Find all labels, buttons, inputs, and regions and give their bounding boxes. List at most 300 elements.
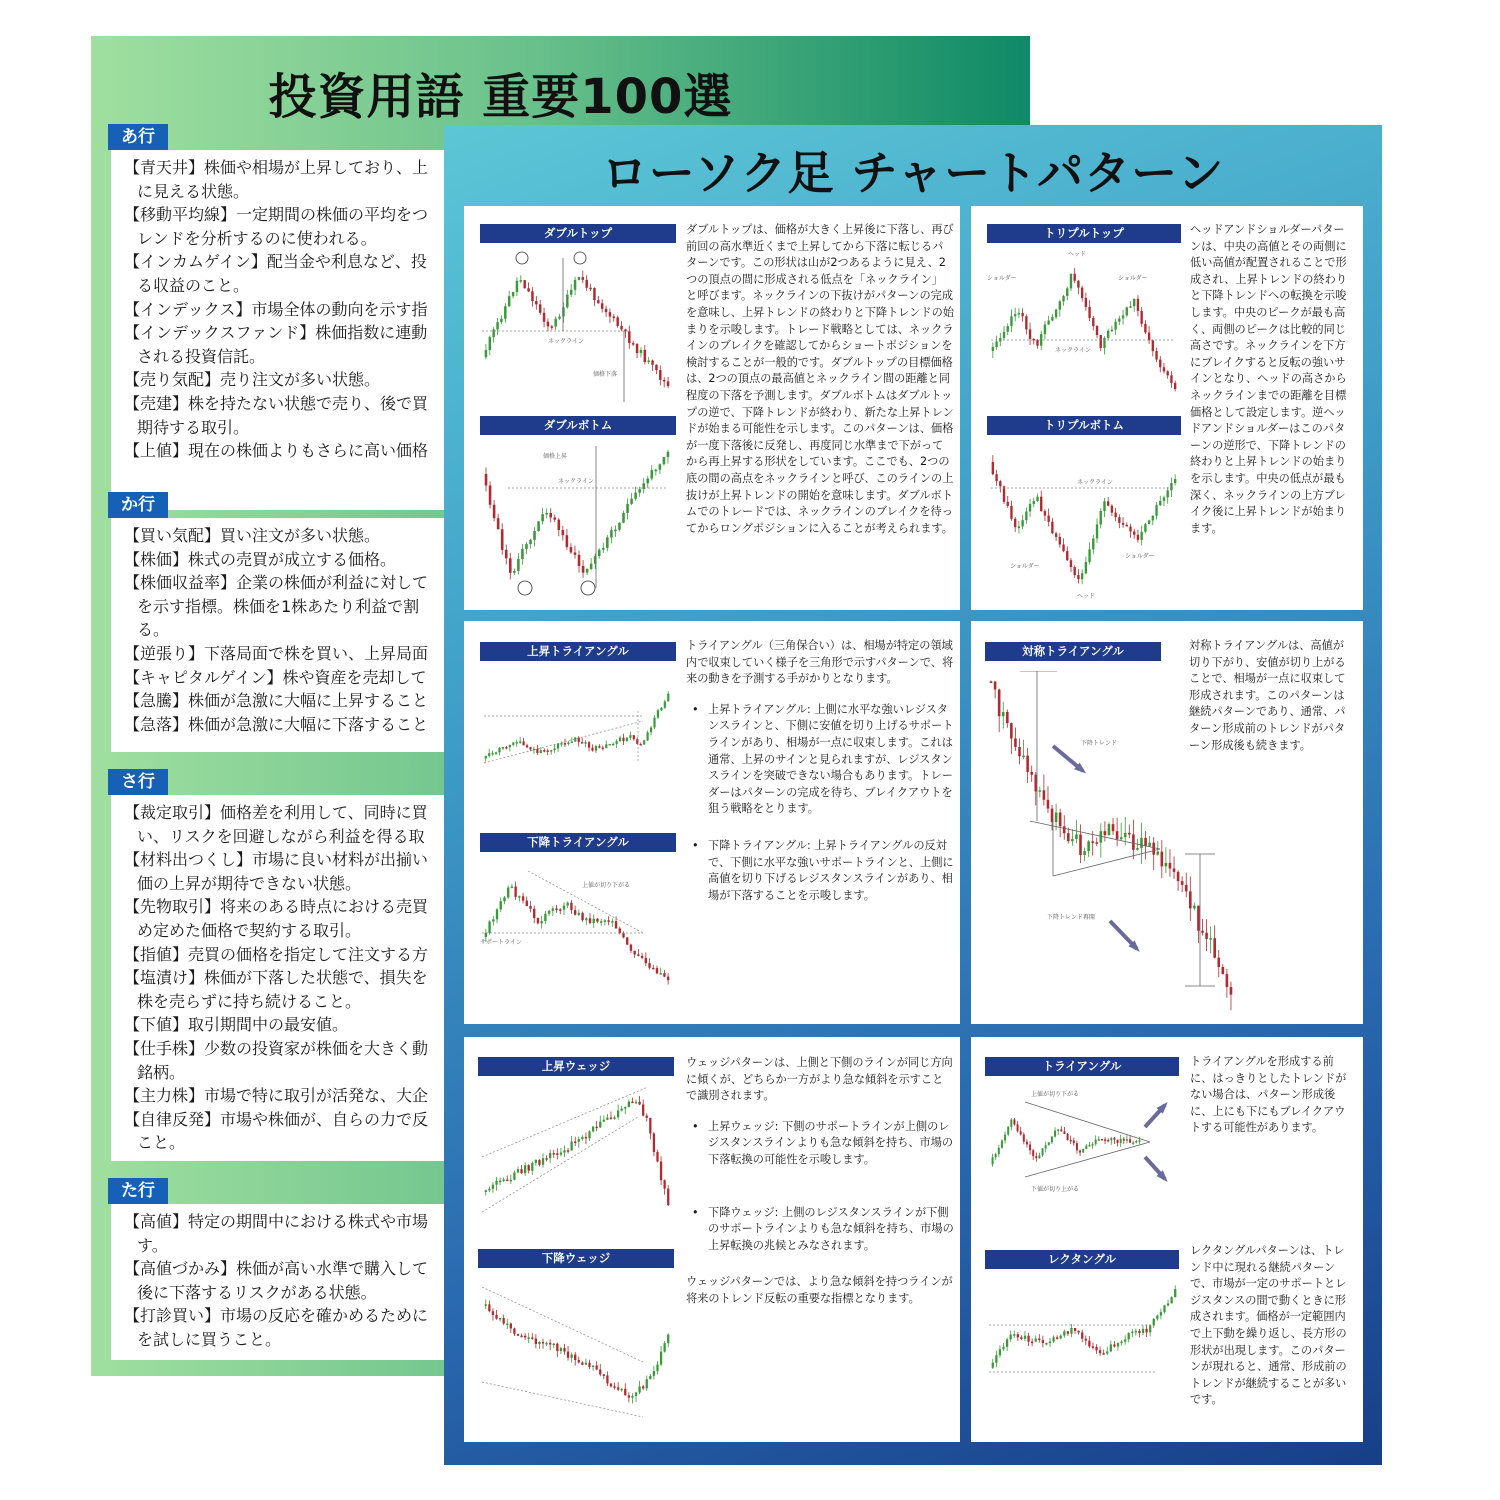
candle-body: [570, 1355, 572, 1358]
term-text: 【高値】特定の期間中における株式や市場: [124, 1212, 429, 1231]
candle-body: [626, 504, 629, 513]
candle-body: [578, 913, 580, 915]
candle-body: [1230, 987, 1233, 995]
panel-triple-top: [971, 206, 1363, 610]
candle-body: [548, 911, 550, 914]
candle-body: [656, 1365, 658, 1372]
candle-body: [647, 732, 649, 740]
candle-body: [533, 909, 535, 918]
candle-body: [1006, 712, 1009, 723]
candle-body: [1114, 513, 1116, 518]
neckline-label: ネックライン: [548, 338, 584, 345]
candle-body: [1036, 340, 1038, 346]
candle-body: [606, 1375, 608, 1383]
candle-body: [1118, 517, 1120, 523]
candle-body: [1112, 824, 1115, 831]
candle-body: [1004, 1135, 1006, 1141]
candle-body: [1148, 332, 1150, 340]
candle-body: [649, 1376, 651, 1379]
candle-body: [663, 1343, 665, 1352]
candle-body: [1095, 842, 1098, 844]
candle-body: [531, 1163, 533, 1171]
candle-body: [517, 1169, 519, 1172]
candle-body: [1111, 506, 1113, 513]
candle-body: [1042, 1340, 1044, 1343]
candle-body: [1039, 790, 1042, 792]
candle-body: [606, 1118, 608, 1120]
candle-body: [599, 1370, 601, 1375]
candle-body: [663, 1180, 665, 1188]
candle-body: [653, 1371, 655, 1376]
candle-body: [495, 1181, 497, 1185]
candle-body: [1132, 1143, 1134, 1145]
candle-body: [585, 1137, 587, 1139]
candle-body: [1170, 1297, 1172, 1303]
candle-body: [574, 1355, 576, 1361]
candle-body: [1033, 501, 1035, 504]
candle-body: [571, 741, 573, 743]
candle-body: [1002, 712, 1005, 716]
candle-body: [543, 750, 545, 752]
candle-body: [1123, 1139, 1125, 1141]
candle-body: [512, 292, 514, 296]
candle-body: [513, 1328, 515, 1334]
candle-body: [609, 744, 611, 746]
candle-body: [544, 914, 546, 921]
candle-body: [646, 1379, 648, 1388]
candle-body: [642, 1104, 644, 1115]
candle-body: [1110, 1344, 1112, 1351]
candle-body: [1044, 511, 1046, 515]
candle-body: [496, 322, 498, 329]
candle-body: [1077, 575, 1079, 579]
candle-body: [663, 380, 665, 382]
chart-ascending-triangle: [478, 681, 678, 811]
candle-body: [566, 535, 569, 547]
candle-body: [657, 710, 659, 717]
candle-body: [990, 681, 993, 683]
candle-body: [1057, 1129, 1059, 1131]
candle-body: [667, 1189, 669, 1205]
candle-body: [564, 743, 566, 745]
chart-falling-wedge: [478, 1287, 678, 1427]
candle-body: [617, 1111, 619, 1118]
candle-body: [1122, 315, 1124, 318]
candle-body: [567, 742, 569, 744]
candle-body: [663, 457, 666, 464]
candle-body: [554, 749, 556, 751]
desc-wedge: [686, 1055, 954, 1308]
candle-body: [1144, 838, 1147, 846]
candle-body: [541, 514, 544, 521]
candle-body: [1059, 301, 1061, 309]
candle-body: [567, 1352, 569, 1358]
candle-body: [1010, 316, 1012, 326]
candle-body: [1222, 967, 1225, 974]
chart-double-top: [478, 246, 678, 416]
candle-body: [542, 1158, 544, 1165]
term-text-cont: こと。: [137, 1133, 186, 1153]
candle-body: [1056, 1337, 1058, 1339]
candle-body: [582, 277, 584, 280]
candle-body: [659, 370, 661, 380]
candle-body: [634, 493, 637, 499]
panel-wedge: [464, 1037, 960, 1442]
candle-body: [664, 701, 666, 707]
candle-body: [578, 1139, 580, 1142]
bullet-falling-wedge: • 下降ウェッジ: 上側のレジスタンスラインが下側のサポートラインよりも急な傾斜を持ち、市場の上昇転換の兆候とみなされます。: [686, 1205, 954, 1255]
term-text: 【移動平均線】一定期間の株価の平均をつ: [124, 205, 429, 225]
candle-body: [1095, 1140, 1097, 1145]
ascending-triangle-svg: [478, 681, 678, 811]
candle-body: [1137, 535, 1139, 540]
candle-body: [529, 747, 531, 749]
candle-body: [586, 569, 589, 573]
term-text: 【インカムゲイン】配当金や利息など、投: [124, 252, 427, 272]
candle-body: [632, 343, 634, 345]
candle-body: [499, 1318, 501, 1320]
candle-body: [1167, 1303, 1169, 1305]
candle-body: [1070, 274, 1072, 289]
candle-body: [1066, 551, 1068, 560]
candle-body: [581, 1137, 583, 1139]
candle-body: [519, 741, 521, 743]
front-title: ローソク足 チャートパターン: [601, 146, 1225, 200]
falling-wedge-svg: [478, 1287, 678, 1427]
candle-body: [1085, 1339, 1087, 1341]
candle-body: [495, 1315, 497, 1319]
candle-body: [1111, 330, 1113, 332]
candle-body: [622, 738, 624, 742]
candle-body: [549, 513, 552, 518]
candle-body: [1063, 1131, 1065, 1134]
candle-body: [603, 1374, 605, 1376]
candle-body: [1152, 516, 1154, 521]
candle-body: [1027, 1336, 1029, 1342]
candle-body: [1070, 1328, 1072, 1334]
candle-body: [492, 919, 494, 921]
candle-body: [1071, 839, 1074, 841]
candle-body: [1140, 532, 1142, 540]
candle-body: [1075, 834, 1078, 838]
candle-body: [547, 750, 549, 752]
bullet-ascending: • 上昇トライアングル: 上側に水平な強いレジスタンスラインと、下側に安値を切り上げるサポートラインがあり、相場が一点に収束します。これは通常、上昇のサインと見られますが、レジスタンスラインを突破できない場合もあります。トレーダーはパターンの完成を待ち、ブレイクアウトを狙う戦略をとります。: [686, 702, 954, 818]
candle-body: [1163, 497, 1165, 500]
candle-body: [545, 1158, 547, 1160]
term-text-cont: 後に下落するリスクがある状態。: [137, 1282, 377, 1302]
candle-body: [578, 1360, 580, 1362]
candle-body: [1077, 281, 1079, 288]
chart-rectangle: [985, 1277, 1185, 1417]
candle-body: [628, 331, 630, 343]
candle-body: [1133, 531, 1135, 534]
candle-body: [1101, 1139, 1103, 1141]
bullet-rising-wedge: • 上昇ウェッジ: 下側のサポートラインが上側のレジスタンスラインよりも急な傾斜を持ち、市場の下落転換の可能性を示唆します。: [686, 1119, 954, 1169]
shoulder-label: ショルダー: [1125, 553, 1155, 560]
candle-body: [488, 921, 490, 932]
candle-body: [512, 742, 514, 744]
term-text-cont: る。: [137, 620, 170, 640]
chart-double-bottom: [478, 438, 678, 603]
candle-body: [529, 906, 531, 909]
candle-body: [995, 1154, 997, 1157]
candle-body: [1201, 931, 1204, 933]
triple-top-svg: [985, 250, 1185, 410]
candle-body: [607, 920, 609, 922]
candle-body: [1063, 1331, 1065, 1335]
candle-body: [1096, 524, 1098, 538]
candle-body: [595, 746, 597, 751]
candle-body: [1051, 522, 1053, 534]
candle-body: [537, 918, 539, 923]
term-text: 【打診買い】市場の反応を確かめるために: [124, 1306, 429, 1326]
candle-body: [1092, 318, 1094, 326]
candle-body: [542, 1342, 544, 1344]
candle-body: [1088, 1341, 1090, 1347]
wedge-lower: [482, 1117, 638, 1212]
candle-body: [1128, 833, 1131, 835]
candle-body: [596, 919, 598, 922]
candle-body: [535, 1160, 537, 1163]
term-text-cont: い、リスクを回避しながら利益を得る取: [137, 826, 425, 846]
candle-body: [1104, 1139, 1106, 1141]
candle-body: [523, 280, 525, 288]
candle-body: [521, 549, 524, 559]
candle-body: [656, 968, 658, 973]
neckline-label: ネックライン: [1077, 479, 1113, 486]
candle-body: [1120, 1342, 1122, 1344]
candle-body: [499, 1181, 501, 1183]
candle-body: [1030, 772, 1033, 775]
candle-body: [600, 921, 602, 923]
candle-body: [485, 1190, 487, 1192]
candle-body: [1103, 338, 1105, 348]
candle-body: [1052, 1337, 1054, 1341]
candle-body: [524, 1165, 526, 1173]
candle-body: [1059, 812, 1062, 826]
candle-body: [589, 918, 591, 923]
candle-body: [626, 937, 628, 944]
candle-body: [1014, 739, 1017, 747]
candle-body: [599, 1122, 601, 1128]
panel-double-top: [464, 206, 960, 610]
candle-body: [554, 319, 556, 327]
candle-body: [659, 464, 662, 469]
candle-body: [1067, 1331, 1069, 1333]
section-heading-sa: さ行: [108, 769, 168, 795]
candle-body: [1062, 544, 1064, 551]
down-label: 下降トレンド: [1081, 740, 1117, 747]
candle-body: [1060, 1129, 1062, 1131]
candle-body: [1026, 756, 1029, 772]
triangle-bullets: [686, 702, 954, 905]
candle-body: [667, 977, 669, 981]
term-text-cont: される投資信託。: [137, 346, 266, 366]
candle-body: [1085, 1146, 1087, 1149]
candle-body: [633, 951, 635, 955]
candle-body: [1174, 383, 1176, 389]
candle-body: [1129, 527, 1131, 532]
candle-body: [644, 350, 646, 362]
candle-body: [1067, 1134, 1069, 1140]
candle-body: [1117, 1343, 1119, 1347]
candle-body: [1038, 1155, 1040, 1158]
wedge-bullets: [686, 1119, 954, 1255]
candle-body: [526, 745, 528, 747]
term-text: 【仕手株】少数の投資家が株価を大きく動: [124, 1038, 429, 1058]
triangle-svg: [985, 1087, 1185, 1217]
candle-body: [1120, 1139, 1122, 1143]
candle-body: [1131, 1332, 1133, 1334]
candle-body: [653, 718, 655, 728]
candle-body: [651, 361, 653, 365]
term-text: 【買い気配】買い注文が多い状態。: [124, 526, 381, 545]
candle-body: [1088, 1145, 1090, 1147]
candle-body: [598, 550, 601, 556]
candle-body: [649, 1118, 651, 1134]
candle-body: [660, 708, 662, 711]
candle-body: [520, 1336, 522, 1338]
candle-body: [1152, 843, 1155, 855]
candle-body: [563, 1348, 565, 1352]
candle-body: [1021, 313, 1023, 316]
candle-body: [560, 1348, 562, 1351]
candle-body: [574, 1142, 576, 1144]
candle-body: [497, 518, 500, 529]
candle-body: [1226, 974, 1229, 987]
candle-body: [1021, 520, 1023, 526]
candle-body: [995, 474, 997, 481]
candle-body: [1167, 490, 1169, 497]
candle-body: [609, 312, 611, 316]
candle-body: [1007, 1127, 1009, 1135]
candle-body: [628, 1395, 630, 1397]
candle-body: [1067, 833, 1070, 841]
chart-rising-wedge: [478, 1087, 678, 1227]
term-text: 【売建】株を持たない状態で売り、後で買: [124, 393, 429, 413]
candle-body: [509, 745, 511, 747]
candle-body: [1128, 1333, 1130, 1340]
descending-triangle-svg: [478, 861, 678, 996]
front-poster: [444, 125, 1382, 1465]
candle-body: [1083, 851, 1086, 855]
section-heading-ka: か行: [108, 492, 168, 518]
candle-body: [667, 381, 669, 386]
candle-body: [513, 571, 516, 573]
candle-body: [616, 317, 618, 326]
tag-symmetric-triangle: 対称トライアングル: [985, 642, 1161, 661]
candle-body: [1081, 288, 1083, 298]
candle-body: [500, 319, 502, 322]
candle-body: [622, 933, 624, 937]
candle-body: [1076, 1143, 1078, 1150]
candle-body: [596, 1127, 598, 1129]
candle-body: [1010, 506, 1012, 519]
candle-body: [1085, 298, 1087, 307]
candle-body: [1163, 1305, 1165, 1312]
panel-triangle: [464, 621, 960, 1024]
candle-body: [522, 896, 524, 900]
candle-body: [485, 474, 488, 485]
candle-body: [1117, 1140, 1119, 1143]
term-text-cont: る収益のこと。: [137, 275, 250, 295]
candle-body: [1103, 501, 1105, 511]
candle-body: [585, 918, 587, 920]
candle-body: [514, 886, 516, 896]
candle-body: [1120, 837, 1123, 839]
candle-body: [992, 462, 994, 474]
candle-body: [1025, 316, 1027, 329]
candle-body: [1152, 340, 1154, 351]
candle-body: [1165, 863, 1168, 866]
candle-body: [1081, 1332, 1083, 1338]
term-text-cont: 銘柄。: [137, 1062, 186, 1082]
candle-body: [1129, 306, 1131, 308]
tag-double-bottom: ダブルボトム: [480, 416, 676, 435]
candle-body: [660, 1352, 662, 1365]
candle-body: [1209, 938, 1212, 940]
candle-body: [1217, 958, 1220, 967]
candle-body: [590, 564, 593, 569]
candle-body: [551, 326, 553, 328]
candle-body: [559, 909, 561, 911]
candle-body: [526, 901, 528, 906]
candle-body: [552, 908, 554, 910]
peak-marker: [516, 252, 528, 264]
candle-body: [567, 903, 569, 906]
upper-trendline: [1025, 1102, 1150, 1142]
candle-body: [1142, 1329, 1144, 1333]
candle-body: [994, 681, 997, 689]
candle-body: [1133, 299, 1135, 306]
candle-body: [643, 740, 645, 744]
candle-body: [1026, 1142, 1028, 1145]
candle-body: [509, 558, 512, 572]
candle-body: [1095, 1347, 1097, 1350]
double-bottom-svg: [478, 438, 678, 603]
term-text: 【主力株】市場で特に取引が活発な、大企: [124, 1086, 429, 1106]
candle-body: [531, 291, 533, 301]
back-title: 投資用語 重要100選: [268, 69, 733, 125]
candle-body: [1023, 1134, 1025, 1141]
candle-body: [998, 690, 1001, 717]
candle-body: [1124, 833, 1127, 837]
candle-body: [1110, 1138, 1112, 1141]
term-text: 【青天井】株価や相場が上昇しており、上: [124, 158, 429, 177]
desc-triple-top: ヘッドアンドショルダーパターンは、中央の高値とその両側に低い高値が配置されることで形成され、上昇トレンドの終わりと下降トレンドへの転換を示唆します。中央のピークが最も高く、両側のピークは比較的同じ高さです。ネックラインを下方にブレイクすると反転の強いサインとなり、ヘッドの高さからネックラインまでの距離を目標価格として設定します。逆ヘッドアンドショルダーはこのパターンの逆形で、下降トレンドの終わりと上昇トレンドの始まりを示します。中央の低点が最も深く、ネックラインの上方ブレイク後に上昇トレンドが始まります。: [1190, 223, 1348, 535]
candle-body: [1122, 523, 1124, 525]
candle-body: [1144, 324, 1146, 333]
candle-body: [527, 288, 529, 291]
candle-body: [628, 1102, 630, 1108]
candle-body: [504, 306, 506, 318]
candle-body: [597, 300, 599, 303]
candle-body: [520, 280, 522, 282]
candle-body: [1073, 1140, 1075, 1143]
candle-body: [638, 1102, 640, 1105]
tag-triple-top: トリプルトップ: [987, 224, 1181, 243]
desc-wedge-intro: ウェッジパターンは、上側と下側のラインが同じ方向に傾くが、どちらか一方がより急な傾斜を示すことで識別されます。: [686, 1056, 953, 1103]
candle-body: [992, 347, 994, 351]
term-text: 【指値】売買の価格を指定して注文する方: [124, 944, 429, 964]
candle-body: [655, 470, 658, 472]
candle-body: [1153, 1319, 1155, 1326]
term-text: 【急騰】株価が急激に大幅に上昇すること: [124, 691, 429, 711]
candle-body: [1160, 1312, 1162, 1315]
candle-body: [566, 295, 568, 308]
desc-rectangle: レクタングルパターンは、トレンド中に現れる継続パターンで、市場が一定のサポートとレジスタンスの間で動くときに形成されます。価格が一定範囲内で上下動を繰り返し、長方形の形状が出現します。このパターンが現れると、通常、形成前のトレンドが継続することが多いです。: [1190, 1244, 1347, 1407]
candle-body: [1074, 567, 1076, 575]
